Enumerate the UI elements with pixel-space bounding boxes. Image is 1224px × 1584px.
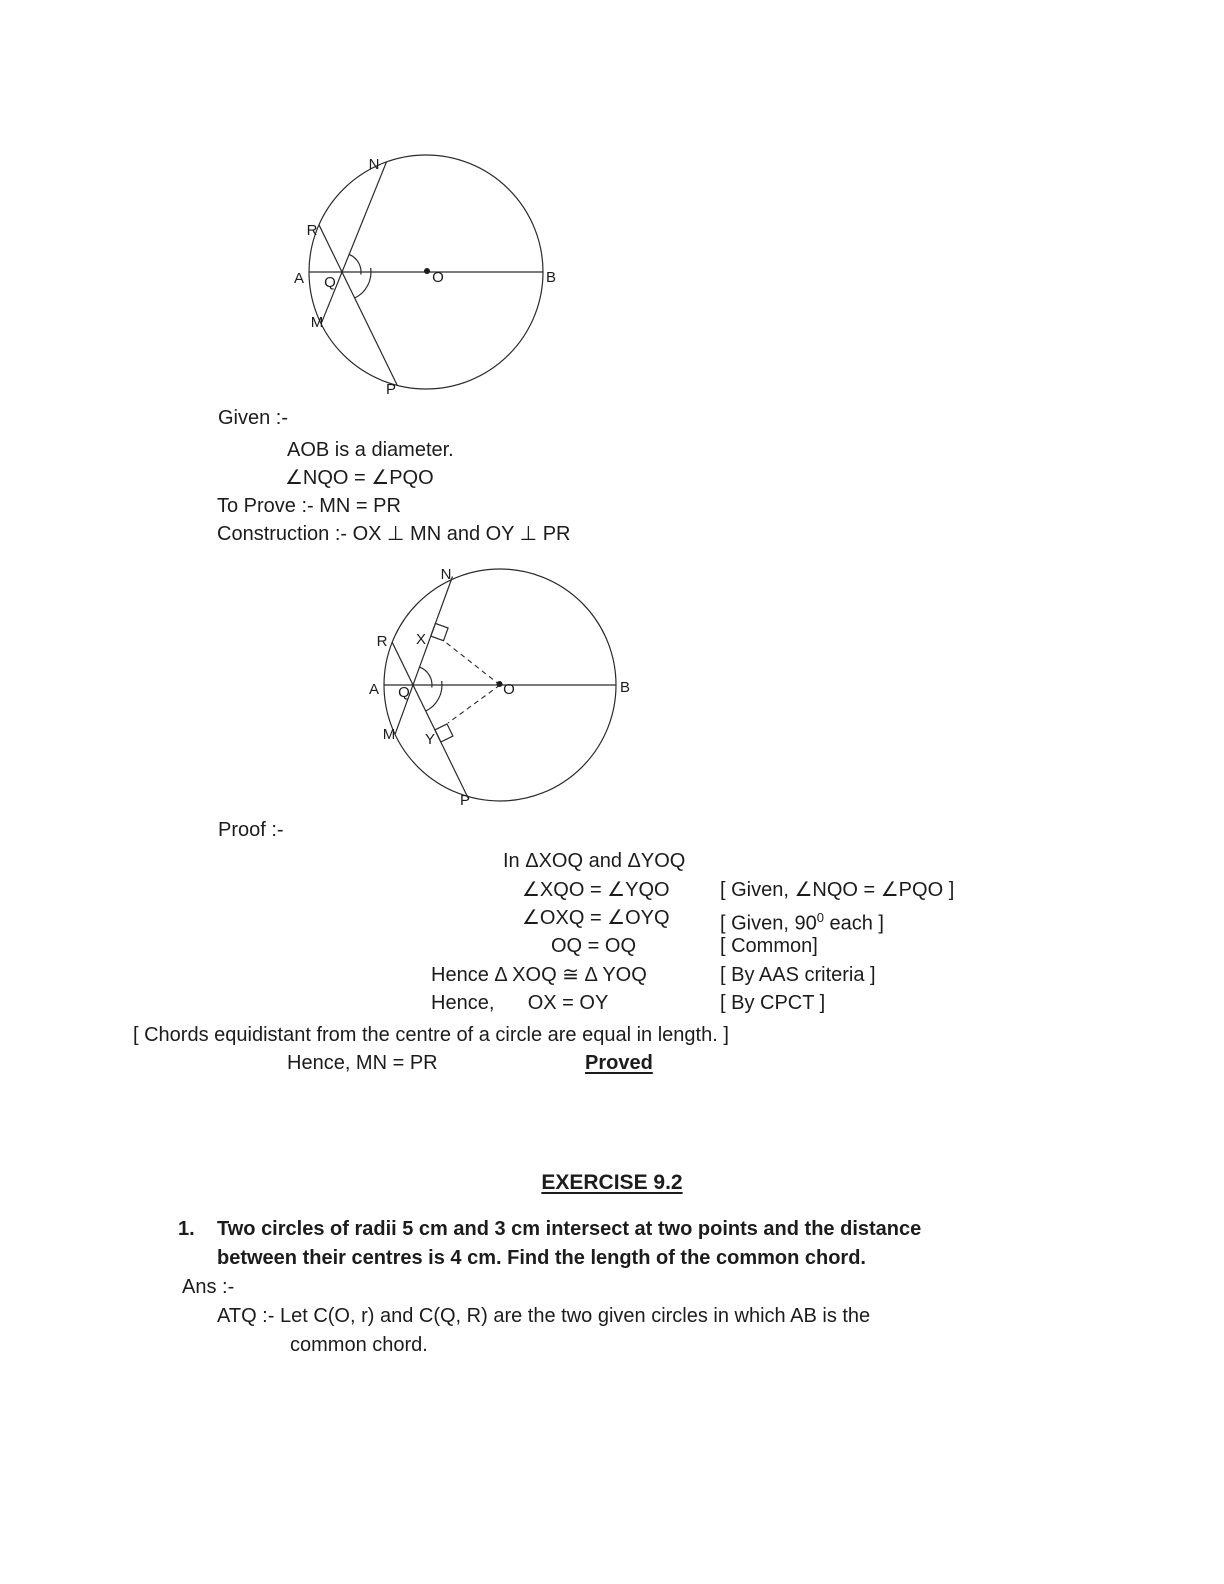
fig2-label-r: R xyxy=(376,633,388,650)
fig2-label-o: O xyxy=(503,681,515,698)
proof-conclusion: Hence, MN = PR xyxy=(287,1052,438,1074)
note-2-text: [ Given, 90 xyxy=(720,912,817,935)
fig1-label-r: R xyxy=(306,222,318,239)
proof-eq-3: OQ = OQ xyxy=(551,935,637,957)
construction: Construction :- OX ⊥ MN and OY ⊥ PR xyxy=(217,523,571,545)
proof-eq-2: ∠OXQ = ∠OYQ xyxy=(522,907,670,929)
fig2-label-m: M xyxy=(382,726,396,743)
right-angle-marker-x xyxy=(431,623,448,640)
given-heading: Given :- xyxy=(218,407,289,429)
fig2-label-a: A xyxy=(368,681,380,698)
fig1-label-q: Q xyxy=(324,274,336,291)
proof-eq-4: Hence Δ XOQ ≅ Δ YOQ xyxy=(431,964,647,986)
answer-atq-line-2: common chord. xyxy=(290,1334,428,1356)
proof-intro: In ΔXOQ and ΔYOQ xyxy=(503,850,686,872)
proof-note-1: [ Given, ∠NQO = ∠PQO ] xyxy=(720,879,955,901)
note-2-text-end: each ] xyxy=(823,912,884,935)
center-dot xyxy=(497,681,503,687)
proof-note-3: [ Common] xyxy=(720,935,818,957)
equidistant-note: [ Chords equidistant from the centre of a circle are equal in length. ] xyxy=(133,1024,729,1046)
fig1-label-b: B xyxy=(545,269,557,286)
fig1-label-m: M xyxy=(310,314,324,331)
fig1-label-o: O xyxy=(432,269,444,286)
fig1-label-n: N xyxy=(368,156,380,173)
exercise-heading: EXERCISE 9.2 xyxy=(541,1171,683,1194)
given-diameter: AOB is a diameter. xyxy=(287,439,454,461)
question-1-number: 1. xyxy=(178,1218,195,1240)
fig2-label-n: N xyxy=(440,566,452,583)
proof-eq-5: Hence, OX = OY xyxy=(431,992,609,1014)
right-angle-marker-y xyxy=(435,724,453,742)
chord-mn xyxy=(395,577,453,735)
proof-note-2 xyxy=(720,906,884,936)
perpendicular-oy-dashed xyxy=(448,685,500,723)
chord-mn xyxy=(321,162,386,324)
chord-rp xyxy=(392,642,468,799)
proof-note-5: [ By CPCT ] xyxy=(720,992,826,1014)
fig2-label-b: B xyxy=(619,679,631,696)
question-1-line-1: Two circles of radii 5 cm and 3 cm intersect at two points and the distance xyxy=(217,1218,922,1240)
to-prove: To Prove :- MN = PR xyxy=(217,495,401,517)
fig2-label-q: Q xyxy=(398,684,410,701)
note-2-superscript: 0 xyxy=(816,910,824,925)
proved-label: Proved xyxy=(585,1052,653,1074)
chord-rp xyxy=(319,225,397,386)
answer-label: Ans :- xyxy=(182,1276,235,1298)
fig1-label-a: A xyxy=(293,270,305,287)
fig1-label-p: P xyxy=(385,381,397,398)
fig2-label-x: X xyxy=(415,631,427,648)
proof-heading: Proof :- xyxy=(218,819,284,841)
given-angles: ∠NQO = ∠PQO xyxy=(285,467,434,489)
figure-circle-construction xyxy=(360,558,640,818)
center-dot xyxy=(424,268,430,274)
proof-note-4: [ By AAS criteria ] xyxy=(720,964,876,986)
question-1-line-2: between their centres is 4 cm. Find the length of the common chord. xyxy=(217,1247,866,1269)
answer-atq-line-1: ATQ :- Let C(O, r) and C(Q, R) are the two given circles in which AB is the xyxy=(217,1305,871,1327)
fig2-label-p: P xyxy=(459,792,471,809)
proof-eq-1: ∠XQO = ∠YQO xyxy=(522,879,670,901)
perpendicular-ox-dashed xyxy=(444,641,500,685)
figure-circle-given xyxy=(285,148,565,406)
fig2-label-y: Y xyxy=(424,731,436,748)
